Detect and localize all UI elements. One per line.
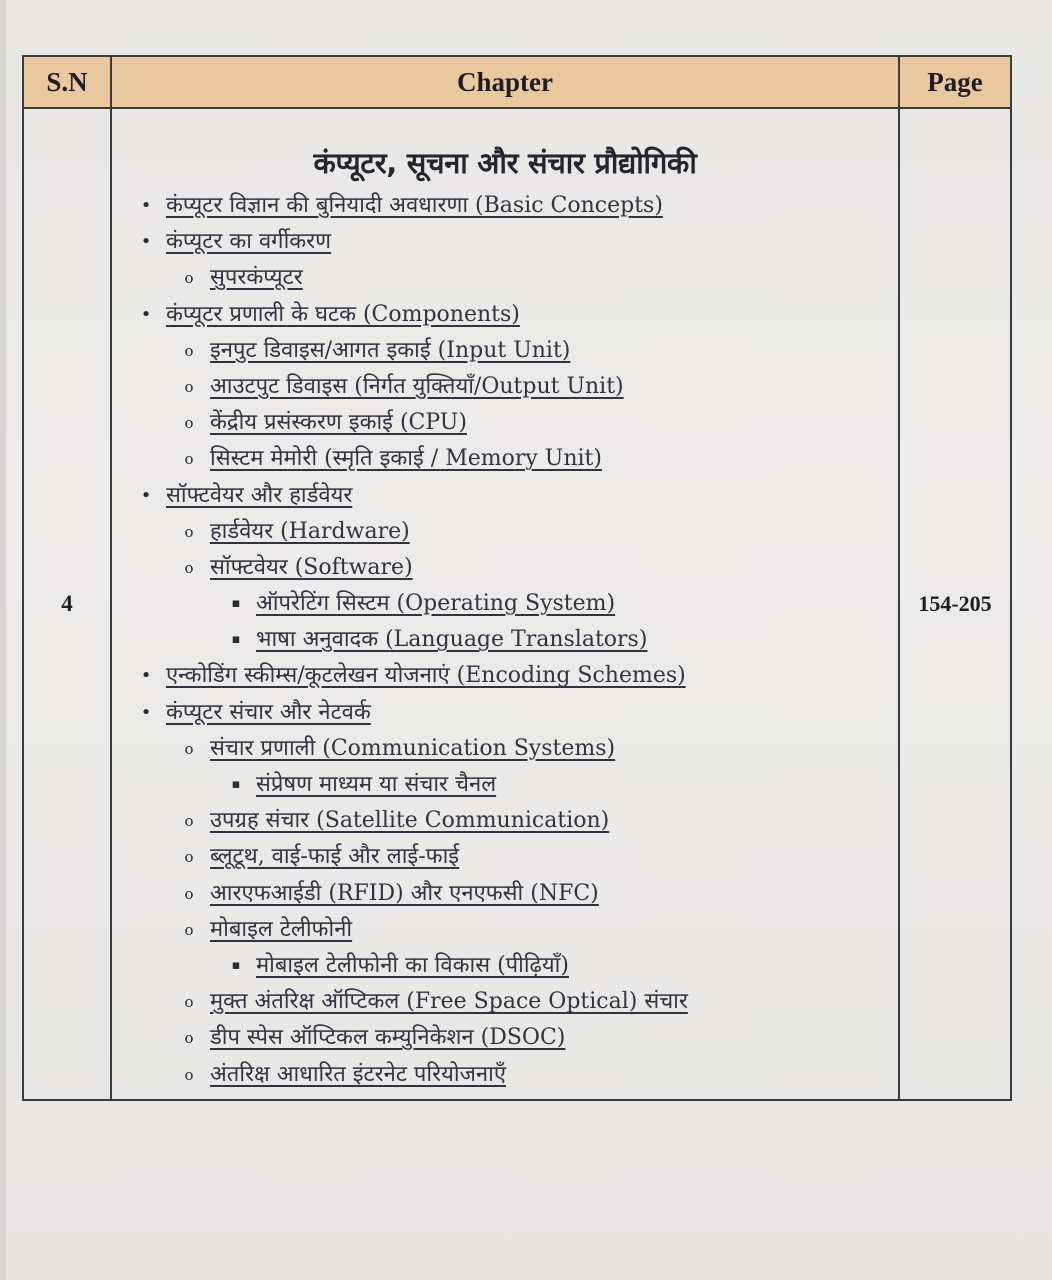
topic-link[interactable]: एन्कोडिंग स्कीम्स/कूटलेखन योजनाएं (Encoding Schemes) <box>166 663 686 689</box>
bullet-circle-icon: o <box>184 993 194 1012</box>
topic-item[interactable] <box>112 514 898 550</box>
topic-link[interactable]: कंप्यूटर का वर्गीकरण <box>166 229 332 255</box>
bullet-circle-icon: o <box>184 1029 194 1048</box>
topic-link[interactable]: सॉफ्टवेयर और हार्डवेयर <box>166 482 353 508</box>
header-page: Page <box>899 56 1011 108</box>
bullet-circle-icon: o <box>184 920 194 939</box>
chapter-title: कंप्यूटर, सूचना और संचार प्रौद्योगिकी <box>313 146 697 180</box>
topic-item[interactable] <box>112 803 898 839</box>
topic-link[interactable]: संचार प्रणाली (Communication Systems) <box>210 735 616 761</box>
topic-item[interactable] <box>112 478 898 514</box>
topic-link[interactable]: हार्डवेयर (Hardware) <box>210 518 410 544</box>
topic-link[interactable]: सॉफ्टवेयर (Software) <box>210 554 413 580</box>
topic-item[interactable] <box>112 876 898 912</box>
topic-link[interactable]: भाषा अनुवादक (Language Translators) <box>256 627 648 653</box>
bullet-square-icon: ▪ <box>231 632 241 648</box>
topic-item[interactable] <box>112 224 898 260</box>
bullet-dot-icon: • <box>140 701 152 723</box>
topic-link[interactable]: मुक्त अंतरिक्ष ऑप्टिकल (Free Space Optical) संचार <box>210 989 688 1015</box>
topic-link[interactable]: संप्रेषण माध्यम या संचार चैनल <box>256 772 497 797</box>
bullet-circle-icon: o <box>184 450 194 469</box>
topic-link[interactable]: सुपरकंप्यूटर <box>210 265 303 291</box>
serial-number: 4 <box>23 108 111 1100</box>
bullet-circle-icon: o <box>184 269 194 288</box>
topic-link[interactable]: इनपुट डिवाइस/आगत इकाई (Input Unit) <box>210 337 571 363</box>
bullet-circle-icon: o <box>184 414 194 433</box>
header-chapter: Chapter <box>111 56 899 108</box>
topic-item[interactable] <box>112 948 898 984</box>
topic-item[interactable] <box>112 550 898 586</box>
topic-item[interactable] <box>112 622 898 658</box>
topic-item[interactable] <box>112 767 898 803</box>
topic-link[interactable]: ब्लूटूथ, वाई-फाई और लाई-फाई <box>210 844 460 870</box>
header-row <box>23 56 1011 108</box>
bullet-circle-icon: o <box>184 884 194 903</box>
topic-item[interactable] <box>112 984 898 1020</box>
topic-item[interactable] <box>112 441 898 477</box>
bullet-circle-icon: o <box>184 1065 194 1084</box>
topic-item[interactable] <box>112 839 898 875</box>
chapter-row <box>23 108 1011 1100</box>
topic-item[interactable] <box>112 188 898 224</box>
topic-item[interactable] <box>112 695 898 731</box>
topic-link[interactable]: सिस्टम मेमोरी (स्मृति इकाई / Memory Unit) <box>210 446 602 472</box>
topic-item[interactable] <box>112 260 898 296</box>
topic-item[interactable] <box>112 912 898 948</box>
page-edge <box>0 0 6 1280</box>
topic-link[interactable]: मोबाइल टेलीफोनी <box>210 916 353 942</box>
topic-item[interactable] <box>112 1057 898 1093</box>
bullet-dot-icon: • <box>140 303 152 325</box>
topic-link[interactable]: केंद्रीय प्रसंस्करण इकाई (CPU) <box>210 410 467 436</box>
bullet-circle-icon: o <box>184 848 194 867</box>
topic-link[interactable]: कंप्यूटर प्रणाली के घटक (Components) <box>166 301 520 327</box>
bullet-circle-icon: o <box>184 377 194 396</box>
topic-item[interactable] <box>112 658 898 694</box>
bullet-dot-icon: • <box>140 484 152 506</box>
topic-list <box>112 188 898 1093</box>
topic-item[interactable] <box>112 297 898 333</box>
topic-item[interactable] <box>112 731 898 767</box>
bullet-circle-icon: o <box>184 341 194 360</box>
topic-link[interactable]: कंप्यूटर विज्ञान की बुनियादी अवधारणा (Basic Concepts) <box>166 193 663 218</box>
bullet-dot-icon: • <box>140 231 152 253</box>
topic-link[interactable]: आउटपुट डिवाइस (निर्गत युक्तियाँ/Output Unit) <box>210 373 624 399</box>
topic-link[interactable]: उपग्रह संचार (Satellite Communication) <box>210 808 610 834</box>
topic-item[interactable] <box>112 1020 898 1056</box>
bullet-dot-icon: • <box>140 665 152 687</box>
bullet-square-icon: ▪ <box>231 777 241 792</box>
topic-item[interactable] <box>112 405 898 441</box>
chapter-cell <box>111 108 899 1100</box>
topic-link[interactable]: कंप्यूटर संचार और नेटवर्क <box>166 699 371 725</box>
bullet-square-icon: ▪ <box>231 596 241 612</box>
bullet-dot-icon: • <box>140 195 152 216</box>
topic-item[interactable] <box>112 333 898 369</box>
contents-table <box>22 55 1012 1101</box>
bullet-circle-icon: o <box>184 739 194 758</box>
topic-link[interactable]: डीप स्पेस ऑप्टिकल कम्युनिकेशन (DSOC) <box>210 1025 566 1051</box>
topic-link[interactable]: अंतरिक्ष आधारित इंटरनेट परियोजनाएँ <box>210 1061 506 1087</box>
page-range: 154-205 <box>899 108 1011 1100</box>
topic-link[interactable]: ऑपरेटिंग सिस्टम (Operating System) <box>256 591 616 617</box>
bullet-circle-icon: o <box>184 522 194 541</box>
bullet-circle-icon: o <box>184 558 194 577</box>
header-sn: S.N <box>23 56 111 108</box>
topic-item[interactable] <box>112 586 898 622</box>
topic-link[interactable]: मोबाइल टेलीफोनी का विकास (पीढ़ियाँ) <box>256 952 569 978</box>
bullet-circle-icon: o <box>184 812 194 831</box>
topic-link[interactable]: आरएफआईडी (RFID) और एनएफसी (NFC) <box>210 880 599 906</box>
topic-item[interactable] <box>112 369 898 405</box>
bullet-square-icon: ▪ <box>231 957 241 973</box>
